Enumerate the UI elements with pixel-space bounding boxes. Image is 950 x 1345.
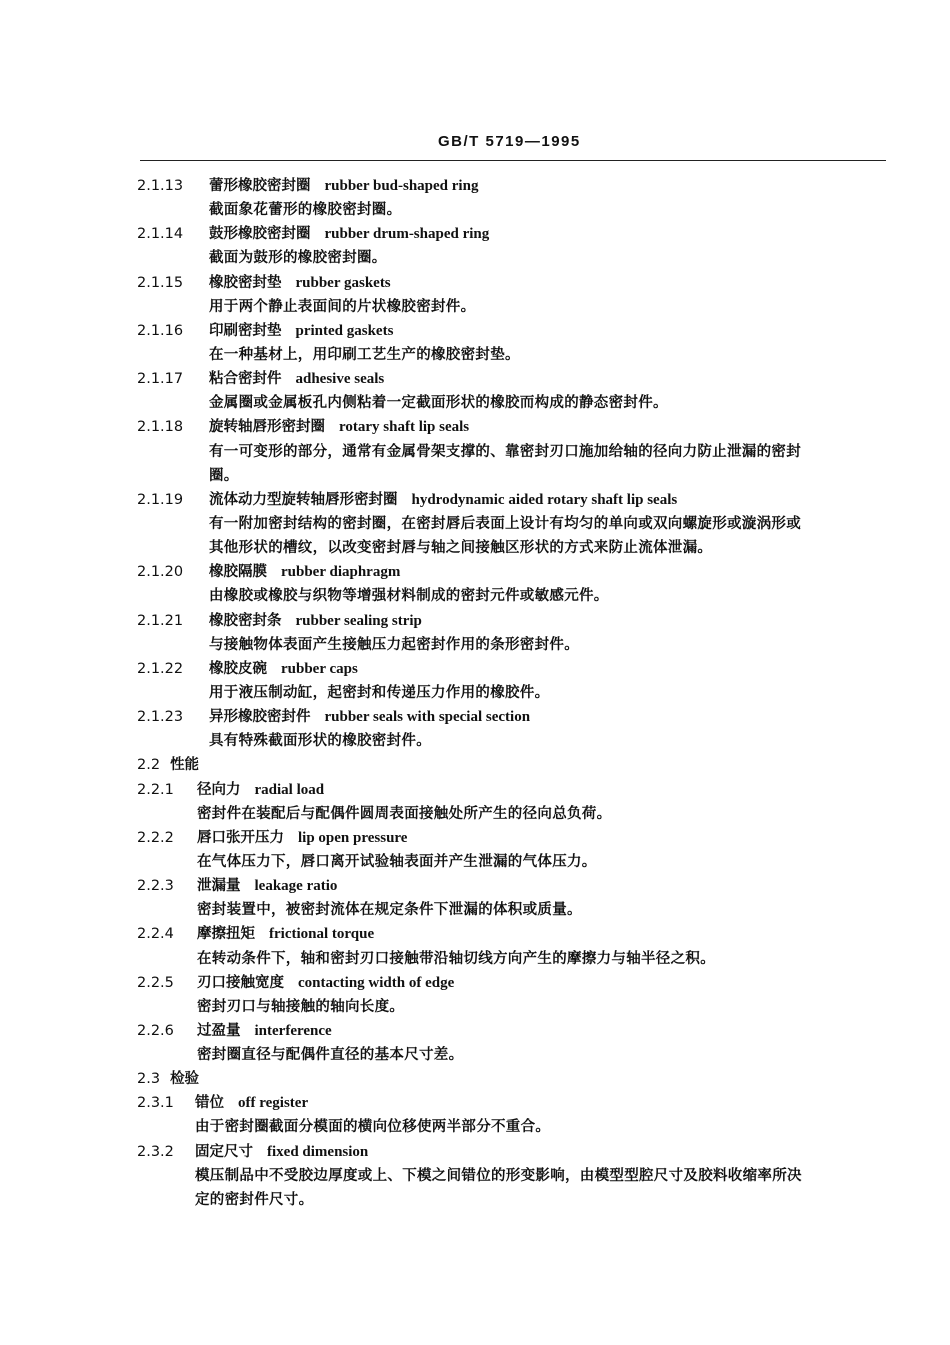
definition-line [137, 295, 889, 319]
term-chinese: 摩擦扭矩 frictional torque [197, 926, 375, 943]
term-english: rubber bud-shaped ring [324, 178, 479, 194]
term-english: rotary shaft lip seals [339, 419, 470, 436]
term-line [137, 778, 889, 802]
document-body [137, 174, 889, 1212]
definition-line [137, 584, 889, 608]
term-number: 2.1.22 [137, 660, 184, 677]
term-chinese: 橡胶隔膜 rubber diaphragm [209, 564, 401, 581]
term-chinese: 泄漏量 leakage ratio [197, 878, 338, 895]
term-number: 2.1.13 [137, 178, 184, 194]
term-chinese: 橡胶皮碗 rubber caps [209, 660, 358, 677]
term-chinese: 粘合密封件 adhesive seals [209, 371, 385, 388]
term-chinese: 橡胶密封垫 rubber gaskets [209, 274, 391, 291]
term-chinese: 径向力 radial load [197, 781, 325, 798]
definition-text: 其他形状的槽纹，以改变密封唇与轴之间接触区形状的方式来防止流体泄漏。 [209, 540, 713, 557]
term-number: 2.2.2 [137, 829, 174, 846]
definition-text: 密封圈直径与配偶件直径的基本尺寸差。 [197, 1047, 464, 1064]
section-heading [137, 753, 889, 777]
term-english: fixed dimension [267, 1143, 369, 1160]
term-line [137, 1091, 889, 1115]
definition-text: 与接触物体表面产生接触压力起密封作用的条形密封件。 [209, 636, 579, 653]
definition-line [137, 1164, 889, 1188]
term-number: 2.2.1 [137, 781, 174, 798]
definition-line [137, 1115, 889, 1139]
definition-line [137, 343, 889, 367]
definition-text: 金属圈或金属板孔内侧粘着一定截面形状的橡胶而构成的静态密封件。 [209, 395, 668, 412]
definition-text: 在气体压力下，唇口离开试验轴表面并产生泄漏的气体压力。 [197, 853, 597, 870]
term-chinese: 旋转轴唇形密封圈 rotary shaft lip seals [209, 419, 470, 436]
header-rule [140, 160, 886, 161]
term-english: off register [238, 1095, 309, 1112]
definition-text: 截面象花蕾形的橡胶密封圈。 [209, 202, 402, 219]
term-number: 2.2.3 [137, 878, 174, 895]
definition-text: 由于密封圈截面分模面的横向位移使两半部分不重合。 [195, 1119, 551, 1136]
definition-text: 有一附加密封结构的密封圈，在密封唇后表面上设计有均匀的单向或双向螺旋形或漩涡形或 [209, 515, 801, 532]
term-english: adhesive seals [295, 371, 385, 388]
term-number: 2.1.15 [137, 274, 184, 291]
definition-text: 由橡胶或橡胶与织物等增强材料制成的密封元件或敏感元件。 [209, 588, 609, 605]
term-line [137, 609, 889, 633]
term-line [137, 367, 889, 391]
definition-text: 具有特殊截面形状的橡胶密封件。 [209, 733, 431, 750]
term-chinese: 刃口接触宽度 contacting width of edge [197, 974, 455, 991]
term-number: 2.1.14 [137, 226, 184, 243]
term-english: rubber gaskets [295, 274, 391, 291]
term-number: 2.1.19 [137, 491, 184, 508]
term-number: 2.3.1 [137, 1095, 174, 1112]
term-line [137, 222, 889, 246]
term-english: frictional torque [269, 926, 375, 943]
definition-line [137, 1188, 889, 1212]
definition-line [137, 947, 889, 971]
term-chinese: 流体动力型旋转轴唇形密封圈 hydrodynamic aided rotary shaft lip seals [209, 491, 678, 508]
term-line [137, 319, 889, 343]
definition-line [137, 512, 889, 536]
term-line [137, 271, 889, 295]
term-chinese: 异形橡胶密封件 rubber seals with special section [209, 709, 531, 726]
term-line [137, 174, 889, 198]
term-english: rubber diaphragm [281, 564, 401, 581]
term-english: printed gaskets [295, 322, 394, 339]
term-number: 2.1.20 [137, 564, 184, 581]
term-english: lip open pressure [298, 829, 408, 846]
term-number: 2.1.23 [137, 709, 184, 726]
definition-line [137, 898, 889, 922]
term-english: rubber drum-shaped ring [324, 226, 490, 243]
term-chinese: 固定尺寸 fixed dimension [195, 1143, 369, 1160]
term-english: rubber caps [281, 660, 358, 677]
term-number: 2.2.4 [137, 926, 174, 943]
definition-line [137, 802, 889, 826]
section-title: 检验 [170, 1071, 200, 1088]
definition-line [137, 995, 889, 1019]
term-chinese: 橡胶密封条 rubber sealing strip [209, 612, 422, 629]
definition-line [137, 1043, 889, 1067]
term-number: 2.1.21 [137, 612, 184, 629]
term-line [137, 971, 889, 995]
definition-text: 截面为鼓形的橡胶密封圈。 [209, 250, 387, 267]
term-english: contacting width of edge [298, 974, 455, 991]
term-line [137, 826, 889, 850]
section-heading [137, 1067, 889, 1091]
section-number: 2.2 [137, 757, 161, 774]
term-line [137, 1019, 889, 1043]
standard-header: GB/T 5719—1995 [438, 133, 581, 150]
definition-line [137, 198, 889, 222]
term-chinese: 错位 off register [195, 1095, 309, 1112]
term-number: 2.2.5 [137, 974, 174, 991]
term-number: 2.1.16 [137, 322, 184, 339]
definition-text: 密封刃口与轴接触的轴向长度。 [197, 998, 405, 1015]
definition-text: 在转动条件下，轴和密封刃口接触带沿轴切线方向产生的摩擦力与轴半径之积。 [197, 950, 715, 967]
definition-line [137, 246, 889, 270]
definition-text: 圈。 [209, 467, 239, 484]
definition-text: 密封件在装配后与配偶件圆周表面接触处所产生的径向总负荷。 [197, 805, 612, 822]
term-english: leakage ratio [254, 878, 338, 895]
term-english: hydrodynamic aided rotary shaft lip seals [411, 491, 678, 508]
term-line [137, 488, 889, 512]
term-english: rubber sealing strip [295, 612, 422, 629]
definition-line [137, 464, 889, 488]
term-chinese: 蕾形橡胶密封圈 rubber bud-shaped ring [209, 178, 479, 194]
definition-text: 在一种基材上，用印刷工艺生产的橡胶密封垫。 [209, 346, 520, 363]
definition-line [137, 391, 889, 415]
term-line [137, 415, 889, 439]
definition-line [137, 633, 889, 657]
definition-text: 密封装置中，被密封流体在规定条件下泄漏的体积或质量。 [197, 902, 582, 919]
definition-text: 定的密封件尺寸。 [195, 1191, 314, 1208]
term-number: 2.1.17 [137, 371, 184, 388]
definition-line [137, 681, 889, 705]
term-number: 2.1.18 [137, 419, 184, 436]
term-line [137, 922, 889, 946]
term-chinese: 印刷密封垫 printed gaskets [209, 322, 394, 339]
term-line [137, 874, 889, 898]
term-number: 2.2.6 [137, 1022, 174, 1039]
definition-line [137, 440, 889, 464]
term-line [137, 657, 889, 681]
term-english: radial load [254, 781, 325, 798]
definition-text: 有一可变形的部分，通常有金属骨架支撑的、靠密封刃口施加给轴的径向力防止泄漏的密封 [209, 443, 801, 460]
definition-text: 用于液压制动缸，起密封和传递压力作用的橡胶件。 [209, 684, 550, 701]
term-number: 2.3.2 [137, 1143, 174, 1160]
section-title: 性能 [170, 757, 200, 774]
definition-line [137, 536, 889, 560]
term-english: interference [254, 1022, 332, 1039]
term-english: rubber seals with special section [324, 709, 531, 726]
term-line [137, 560, 889, 584]
term-chinese: 唇口张开压力 lip open pressure [197, 829, 408, 846]
definition-text: 用于两个静止表面间的片状橡胶密封件。 [209, 298, 476, 315]
term-chinese: 鼓形橡胶密封圈 rubber drum-shaped ring [209, 226, 490, 243]
section-number: 2.3 [137, 1071, 161, 1088]
term-chinese: 过盈量 interference [197, 1022, 332, 1039]
term-line [137, 1140, 889, 1164]
definition-line [137, 729, 889, 753]
definition-line [137, 850, 889, 874]
definition-text: 模压制品中不受胶边厚度或上、下模之间错位的形变影响，由模型型腔尺寸及胶料收缩率所决 [195, 1167, 802, 1184]
term-line [137, 705, 889, 729]
